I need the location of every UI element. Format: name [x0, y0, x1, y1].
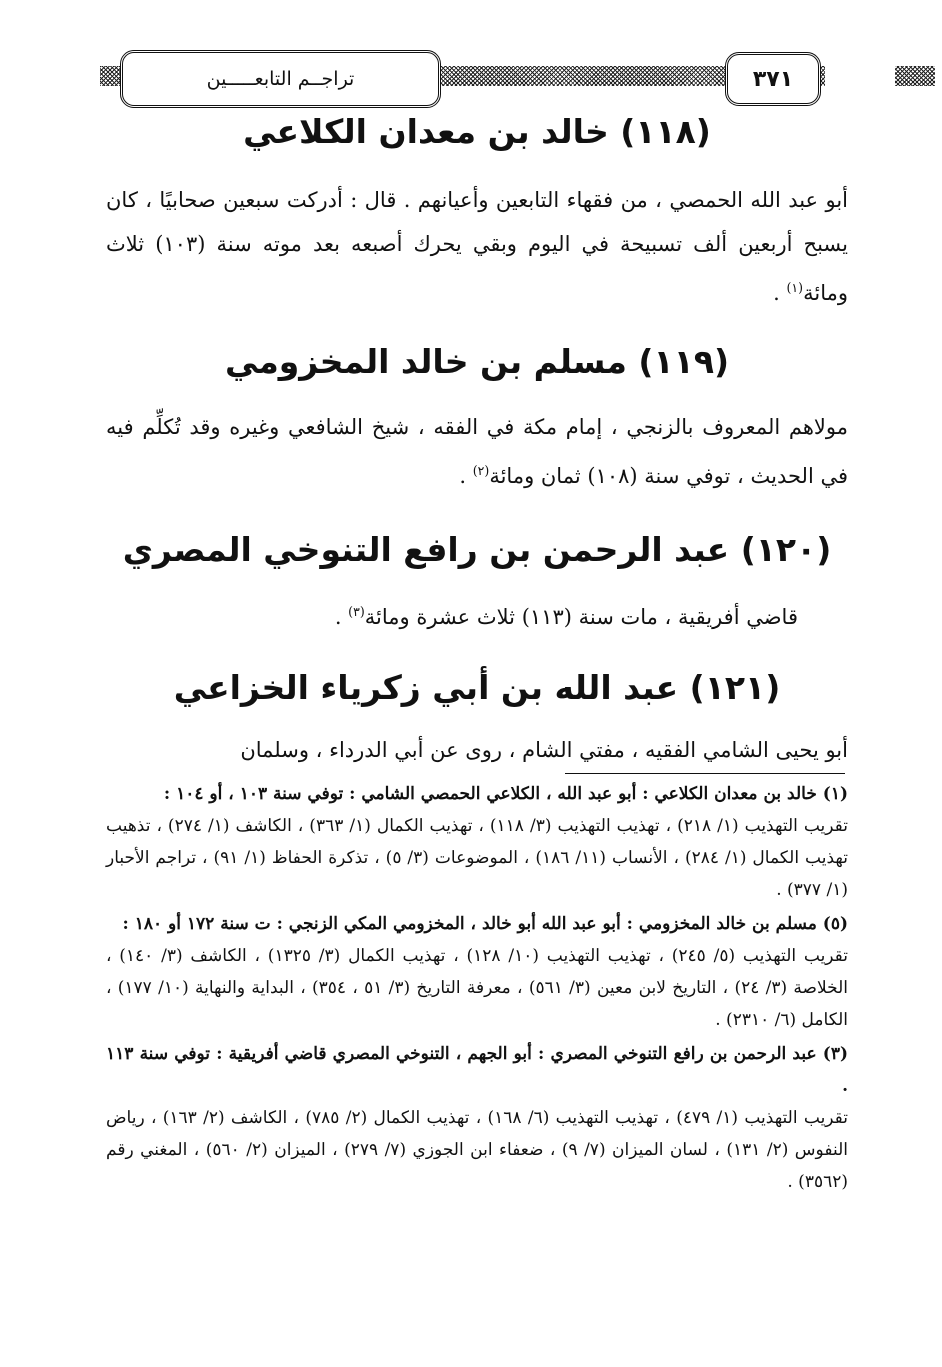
footnotes	[106, 778, 848, 1198]
entry-text: أبو عبد الله الحمصي ، من فقهاء التابعين وأعيانهم . قال : أدركت سبعين صحابيًا ، كان يسبح أربعين ألف تسبيحة في اليوم وبقي يحرك أصبعه بعد موته سنة (١٠٣) ثلاث ومائة$^{(١)}$ .	[106, 188, 848, 305]
entry-text: أبو يحيى الشامي الفقيه ، مفتي الشام ، روى عن أبي الدرداء ، وسلمان	[240, 738, 848, 762]
footnote: (٥) مسلم بن خالد المخزومي : أبو عبد الله أبو خالد ، المخزومي المكي الزنجي : ت سنة ١٧٢ أو ١٨٠ :	[122, 914, 848, 934]
entry-121-body	[106, 728, 848, 772]
entry-text: مولاهم المعروف بالزنجي ، إمام مكة في الفقه ، شيخ الشافعي وغيره وقد تُكلِّم فيه في الحديث ، توفي سنة (١٠٨) ثمان ومائة$^{(٢)}$ .	[106, 415, 848, 488]
header-ornament	[895, 66, 935, 86]
entry-heading: (١٢١) عبد الله بن أبي زكرياء الخزاعي	[173, 668, 781, 707]
footnote-ref[interactable]: (٢)	[472, 463, 490, 478]
entry-119	[106, 342, 848, 382]
entry-heading: (١١٩) مسلم بن خالد المخزومي	[224, 342, 730, 381]
entry-121	[106, 668, 848, 708]
footnote-sources: تقريب التهذيب (٥/ ٢٤٥) ، تهذيب التهذيب (١٠/ ١٢٨) ، تهذيب الكمال (٣/ ١٣٢٥) ، الكاشف (٣/ ١٤٠) ، الخلاصة (٣/ ٢٤) ، التاريخ لابن معين (٣/ ٥٦١) ، معرفة التاريخ (٣/ ٥١ ، ٣٥٤) ، البداية والنهاية (١٠/ ١٧٧) ، الكامل (٦/ ٢٣١٠) .	[106, 946, 849, 1030]
entry-118-body	[106, 178, 848, 315]
footnote-sources: تقريب التهذيب (١/ ٤٧٩) ، تهذيب التهذيب (٦/ ١٦٨) ، تهذيب الكمال (٢/ ٧٨٥) ، الكاشف (٢/ ١٦٣) ، رياض النفوس (٢/ ١٣١) ، لسان الميزان (٧/ ٩) ، ضعفاء ابن الجوزي (٧/ ٢٧٩) ، الميزان (٢/ ٥٦٠) ، المغني رقم (٣٥٦٢) .	[106, 1108, 849, 1192]
entry-118	[106, 112, 848, 152]
page-number: ٣٧١	[725, 52, 821, 106]
entry-120-body	[106, 590, 848, 639]
entry-heading: (١٢٠) عبد الرحمن بن رافع التنوخي المصري	[122, 530, 832, 569]
footnote-ref[interactable]: (٣)	[348, 604, 365, 619]
footnote-ref[interactable]: (١)	[786, 280, 804, 295]
entry-120	[106, 530, 848, 570]
footnote: (٣) عبد الرحمن بن رافع التنوخي المصري : أبو الجهم ، التنوخي المصري قاضي أفريقية : توفي سنة ١١٣ .	[106, 1044, 848, 1096]
entry-text: قاضي أفريقية ، مات سنة (١١٣) ثلاث عشرة ومائة$^{(٣)}$ .	[334, 604, 798, 629]
entry-heading: (١١٨) خالد بن معدان الكلاعي	[243, 112, 711, 151]
footnote-separator	[565, 773, 845, 774]
running-header	[100, 44, 845, 108]
entry-119-body	[106, 405, 848, 498]
footnote-sources: تقريب التهذيب (١/ ٢١٨) ، تهذيب التهذيب (٣/ ١١٨) ، تهذيب الكمال (١/ ٣٦٣) ، الكاشف (١/ ٢٧٤) ، تذهيب تهذيب الكمال (١/ ٢٨٤) ، الأنساب (١١/ ١٨٦) ، الموضوعات (٣/ ٥) ، تذكرة الحفاظ (١/ ٩١) ، تراجم الأحبار (١/ ٣٧٧) .	[106, 816, 848, 900]
footnote: (١) خالد بن معدان الكلاعي : أبو عبد الله ، الكلاعي الحمصي الشامي : توفي سنة ١٠٣ ، أو ١٠٤ :	[163, 784, 848, 804]
header-ornament	[100, 66, 120, 86]
running-title: تراجــم التابعـــــين	[120, 50, 441, 108]
